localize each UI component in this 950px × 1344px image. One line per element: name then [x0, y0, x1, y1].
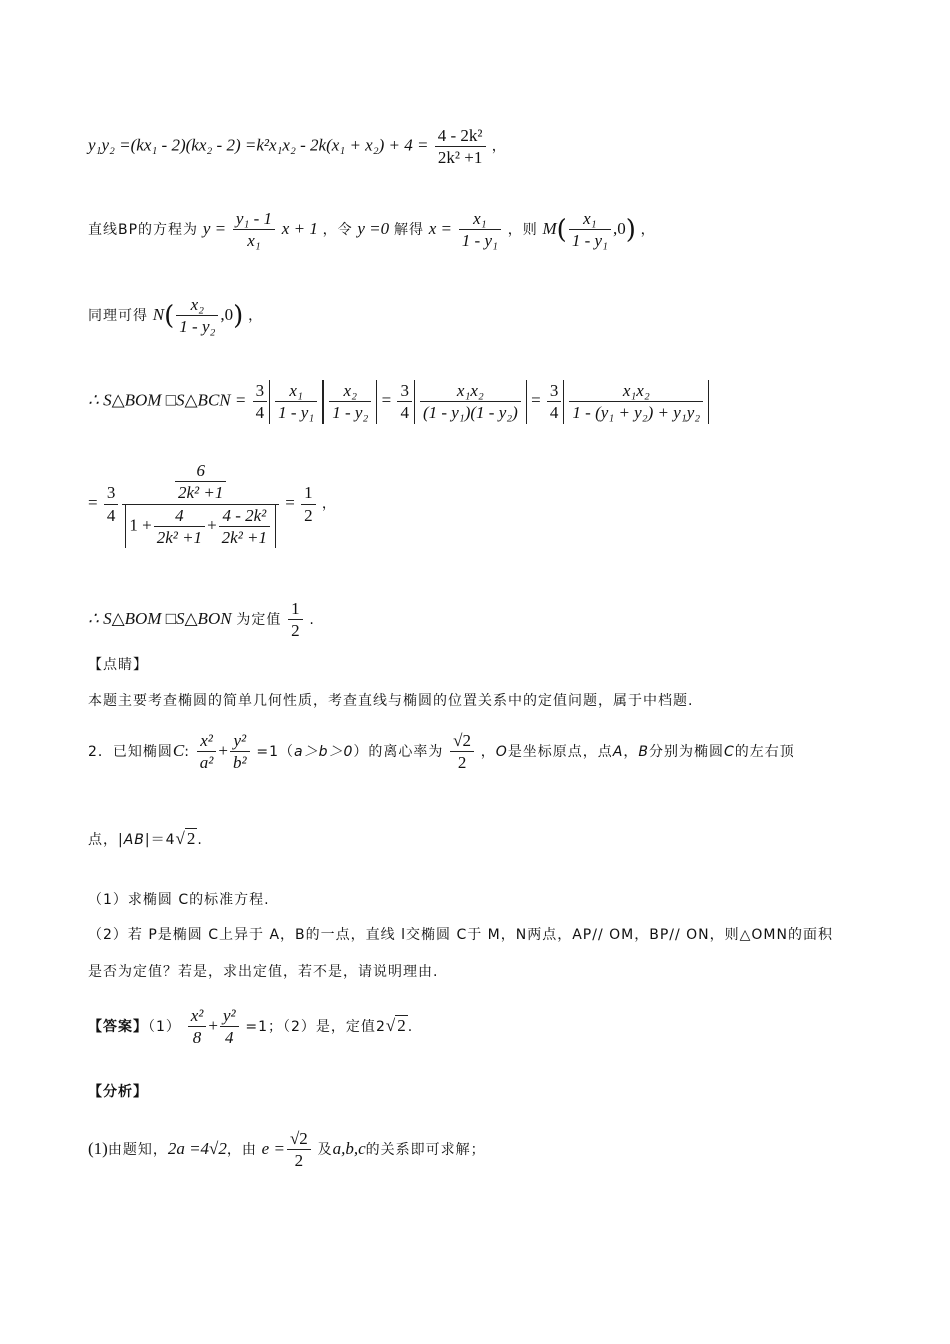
punct: ， — [248, 307, 264, 324]
denominator: 2k² +1 — [156, 527, 203, 547]
text: ，令 — [322, 221, 353, 238]
text: : — [184, 743, 190, 760]
question-part2-b: 是否为定值？若是，求出定值，若不是，请说明理由. — [88, 964, 439, 980]
fraction — [287, 1128, 311, 1172]
fraction — [397, 380, 412, 424]
text: C — [724, 743, 735, 760]
fraction — [175, 460, 226, 504]
numerator: 3 — [104, 482, 119, 504]
numerator: y² — [220, 1005, 239, 1027]
area-ratio-formula — [88, 380, 709, 424]
formula-text: ∴ S△BOM □S△BCN = — [88, 390, 247, 410]
text: ）的离心率为 — [353, 743, 444, 760]
formula-text: C — [172, 740, 185, 760]
fraction — [288, 598, 303, 642]
text: 的左右顶 — [734, 743, 795, 760]
denominator: 2 — [291, 621, 300, 641]
fraction — [253, 380, 268, 424]
numerator: x₁ — [459, 208, 501, 230]
fraction — [275, 380, 317, 424]
denominator: 2 — [304, 505, 313, 525]
denominator: 4 — [106, 505, 116, 525]
abs-value — [125, 505, 276, 549]
abs-value — [414, 380, 527, 424]
denominator: (1 - y₁)(1 - y₂) — [422, 403, 518, 423]
numerator: 3 — [253, 380, 268, 402]
numerator: 4 - 2k² — [435, 125, 486, 147]
formula-text: (1) — [88, 1138, 108, 1158]
numerator: 4 — [154, 505, 205, 527]
text: . — [407, 1018, 414, 1035]
fraction — [420, 380, 521, 424]
numerator: y² — [230, 730, 250, 752]
numerator: x₂ — [329, 380, 371, 402]
text: ， — [623, 743, 639, 760]
formula-text: y₁y₂ =(kx₁ - 2)(kx₂ - 2) =k²x₁x₂ - 2k(x₁ + x₂) + 4 = — [88, 135, 429, 155]
fraction — [104, 482, 119, 526]
formula-text: 1 + — [129, 515, 152, 535]
denominator: 4 — [549, 403, 559, 423]
numerator: x₁ — [275, 380, 317, 402]
formula-text: e = — [261, 1138, 285, 1158]
punct: ， — [491, 138, 507, 155]
text: ，由 — [226, 1141, 257, 1158]
formula-text: ∴ S△BOM □S△BON — [88, 608, 232, 628]
denominator: x₁ — [247, 231, 261, 251]
denominator: 4 — [400, 403, 409, 423]
question-part1: （1）求椭圆 C的标准方程. — [88, 892, 270, 908]
numerator: 6 — [175, 460, 226, 482]
dianjing-text: 本题主要考查椭圆的简单几何性质，考查直线与椭圆的位置关系中的定值问题，属于中档题. — [88, 693, 694, 709]
denominator: 2 — [457, 753, 467, 773]
text: ，则 — [507, 221, 538, 238]
denominator: 2k² +1 — [437, 148, 483, 168]
punct: ， — [321, 495, 337, 512]
fraction — [569, 208, 611, 252]
formula-text: M — [542, 218, 557, 238]
denominator: 1 - y₂ — [332, 403, 369, 423]
fraction — [219, 505, 270, 549]
denominator: 8 — [192, 1028, 202, 1048]
formula-text: y = — [202, 218, 227, 238]
formula-text: + — [218, 740, 228, 760]
question-2-line2: 点，|AB|＝4√ 2 . — [88, 829, 203, 848]
denominator: 2 — [294, 1151, 304, 1171]
text: 为定值 — [236, 611, 282, 628]
equals: = — [531, 390, 541, 410]
conclusion-line — [88, 598, 315, 642]
numerator: √2 — [450, 730, 474, 752]
analysis-line — [88, 1128, 486, 1172]
fraction — [176, 294, 218, 338]
numerator: 3 — [547, 380, 562, 402]
formula-text: + — [208, 1015, 218, 1035]
text: 由题知， — [107, 1141, 168, 1158]
numerator: 1 — [288, 598, 303, 620]
text: =1（ — [256, 743, 294, 760]
formula-text: x + 1 — [281, 218, 318, 238]
area-ratio-simplified — [88, 460, 337, 548]
formula-text: ,0 — [220, 304, 234, 324]
fraction — [230, 730, 250, 774]
answer-title: 【答案】 — [88, 1018, 148, 1035]
abs-value — [323, 380, 377, 424]
text: 解得 — [393, 221, 424, 238]
fraction — [435, 125, 486, 169]
sqrt-value: 2 — [397, 1015, 406, 1035]
answer-line: 【答案】（1） $\frac{\text{x²}}{8}$ + $\frac{\text{y²}}{4}$ =1；（2）是，定值2√ 2 . — [88, 1006, 414, 1048]
text: （1） — [148, 1018, 181, 1035]
formula-text: + — [207, 515, 217, 535]
text: 点，| — [88, 832, 124, 848]
text: . — [197, 832, 203, 848]
numerator: x₁x₂ — [569, 380, 703, 402]
denominator: 2k² +1 — [221, 527, 268, 547]
numerator: 3 — [397, 380, 412, 402]
dianjing-title: 【点睛】 — [88, 657, 148, 673]
question-part2-a: （2）若 P是椭圆 C上异于 A，B的一点，直线 l交椭圆 C于 M，N两点，AP// OM，BP// ON，则△OMN的面积 — [88, 927, 833, 943]
numerator: x² — [197, 730, 217, 752]
formula-text: ,0 — [612, 218, 626, 238]
denominator: a² — [199, 753, 214, 773]
numerator: x₁ — [569, 208, 611, 230]
denominator: 1 - y₁ — [461, 231, 498, 251]
fraction — [197, 730, 217, 774]
analysis-title: 【分析】 — [88, 1084, 148, 1100]
text: 及 — [317, 1141, 333, 1158]
punct: ， — [640, 221, 656, 238]
fraction — [154, 505, 205, 549]
text: ， — [480, 743, 496, 760]
complex-fraction — [122, 460, 279, 548]
formula-y1y2 — [88, 125, 507, 169]
numerator: x₁x₂ — [420, 380, 521, 402]
text: =1；（2）是，定值 — [245, 1018, 376, 1035]
text: 分别为椭圆 — [649, 743, 724, 760]
text: 同理可得 — [88, 307, 148, 324]
text: 直线BP的方程为 — [88, 221, 199, 238]
line-bp-equation: 直线BP的方程为 y = $\frac{\text{y₁ - 1}}{\text{x₁}}$ x + 1 ，令 y =0 解得 x = $\frac{\text{x₁}}{\text{1 - y₁}}$ ，则 M( $\frac{\text{x₁}}{\text{1 - y₁}}$ ,0) ， — [88, 209, 656, 251]
fraction — [301, 482, 316, 526]
numerator: √2 — [287, 1128, 311, 1150]
fraction — [459, 208, 501, 252]
text: AB — [123, 832, 145, 848]
question-2 — [88, 730, 795, 774]
numerator: x² — [188, 1005, 207, 1027]
abs-value — [563, 380, 709, 424]
denominator: 4 — [255, 403, 265, 423]
fraction — [329, 380, 371, 424]
text: 2 — [375, 1018, 386, 1035]
formula-text: a,b,c — [332, 1138, 366, 1158]
text: |＝4 — [144, 832, 176, 848]
text: 是坐标原点，点 — [507, 743, 613, 760]
numerator: 1 — [301, 482, 316, 504]
denominator: 1 - y₁ — [278, 403, 315, 423]
denominator: 2k² +1 — [178, 483, 224, 503]
punct: . — [309, 611, 315, 628]
text: 2．已知椭圆 — [88, 743, 173, 760]
abs-value — [269, 380, 323, 424]
formula-text: x = — [428, 218, 453, 238]
equals: = — [88, 492, 98, 512]
denominator: 4 — [225, 1028, 234, 1048]
denominator: 1 - y₂ — [179, 317, 216, 337]
formula-text: 2a =4√2 — [167, 1138, 227, 1158]
text: B — [638, 743, 649, 760]
numerator: x₂ — [176, 294, 218, 316]
fraction — [233, 208, 275, 252]
denominator: 1 - (y₁ + y₂) + y₁y₂ — [572, 403, 701, 423]
fraction — [547, 380, 562, 424]
denominator: 1 - y₁ — [571, 231, 608, 251]
denominator: b² — [232, 753, 247, 773]
numerator: 4 - 2k² — [219, 505, 270, 527]
sqrt-value: 2 — [186, 829, 196, 848]
formula-text: N — [152, 304, 165, 324]
text: 的关系即可求解； — [365, 1141, 486, 1158]
fraction — [569, 380, 703, 424]
fraction — [220, 1005, 239, 1049]
text: A — [612, 743, 624, 760]
text: O — [495, 743, 508, 760]
text: a＞b＞0 — [294, 743, 354, 760]
fraction — [450, 730, 474, 774]
equals: = — [285, 492, 295, 512]
formula-text: y =0 — [357, 218, 390, 238]
fraction — [188, 1005, 207, 1049]
equals: = — [381, 390, 392, 410]
numerator: y₁ - 1 — [233, 208, 275, 230]
line-point-n: 同理可得 N( $\frac{\text{x₂}}{\text{1 - y₂}}$ ,0) ， — [88, 295, 264, 337]
